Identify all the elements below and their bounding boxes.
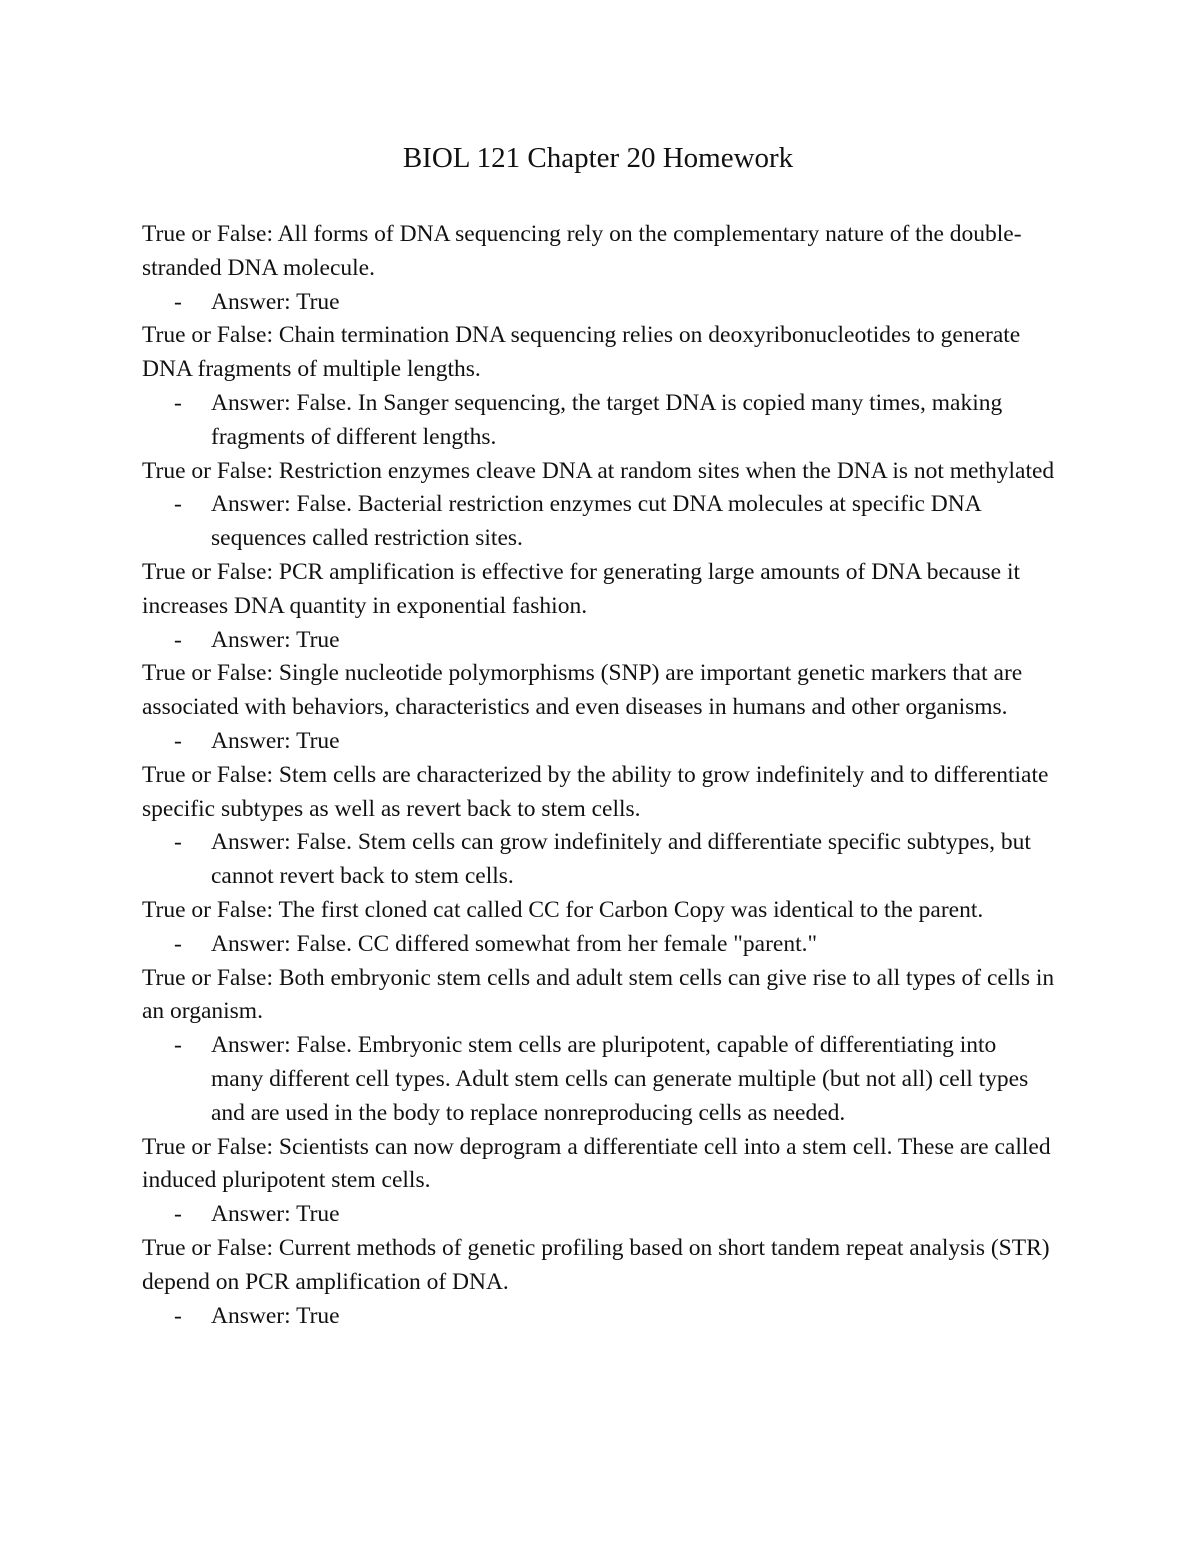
answer-3 xyxy=(142,488,1072,556)
bullet-dash: - xyxy=(174,1201,182,1228)
answer-text: Answer: False. Bacterial restriction enzymes cut DNA molecules at specific DNA sequences called restriction sites. xyxy=(211,491,981,552)
question-3: True or False: Restriction enzymes cleave DNA at random sites when the DNA is not methylated xyxy=(142,457,1055,484)
answer-10 xyxy=(142,1300,1072,1334)
bullet-dash: - xyxy=(174,1032,182,1059)
question-7: True or False: The first cloned cat called CC for Carbon Copy was identical to the parent. xyxy=(142,896,984,923)
answer-text: Answer: False. In Sanger sequencing, the target DNA is copied many times, making fragments of different lengths. xyxy=(211,389,1003,450)
question-6: True or False: Stem cells are characterized by the ability to grow indefinitely and to differentiate specific subtypes as well as revert back to stem cells. xyxy=(142,761,1049,822)
bullet-dash: - xyxy=(174,491,182,518)
answer-text: Answer: False. Stem cells can grow indefinitely and differentiate specific subtypes, but cannot revert back to stem cells. xyxy=(211,829,1031,890)
question-8: True or False: Both embryonic stem cells and adult stem cells can give rise to all types of cells in an organism. xyxy=(142,964,1055,1025)
question-1: True or False: All forms of DNA sequencing rely on the complementary nature of the double- stranded DNA molecule. xyxy=(142,221,1022,281)
question-10: True or False: Current methods of genetic profiling based on short tandem repeat analysis (STR) depend on PCR amplification of DNA. xyxy=(142,1234,1050,1295)
question-2: True or False: Chain termination DNA sequencing relies on deoxyribonucleotides to generate DNA fragments of multiple lengths. xyxy=(142,322,1021,383)
question-list xyxy=(142,218,1072,1333)
answer-text: Answer: False. CC differed somewhat from her female "parent." xyxy=(211,930,818,957)
answer-text: Answer: True xyxy=(211,1302,340,1329)
bullet-dash: - xyxy=(174,1302,182,1329)
question-9: True or False: Scientists can now deprogram a differentiate cell into a stem cell. These are called induced pluripotent stem cells. xyxy=(142,1133,1051,1194)
answer-6 xyxy=(142,826,1072,894)
answer-7 xyxy=(142,928,1072,962)
answer-5 xyxy=(142,725,1072,759)
answer-4 xyxy=(142,624,1072,658)
question-4: True or False: PCR amplification is effective for generating large amounts of DNA because it increases DNA quantity in exponential fashion. xyxy=(142,558,1021,619)
bullet-dash: - xyxy=(174,829,182,856)
answer-text: Answer: True xyxy=(211,626,340,653)
bullet-dash: - xyxy=(174,626,182,653)
answer-text: Answer: False. Embryonic stem cells are pluripotent, capable of differentiating into many different cell types. Adult stem cells can generate multiple (but not all) cell types and are used in the body to replace nonreproducing cells as needed. xyxy=(211,1032,1029,1126)
answer-2 xyxy=(142,387,1072,455)
bullet-dash: - xyxy=(174,389,182,416)
question-5: True or False: Single nucleotide polymorphisms (SNP) are important genetic markers that are associated with behaviors, characteristics and even diseases in humans and other organisms. xyxy=(142,660,1023,721)
page-title: BIOL 121 Chapter 20 Homework xyxy=(402,142,794,174)
answer-8 xyxy=(142,1029,1072,1130)
bullet-dash: - xyxy=(174,727,182,754)
bullet-dash: - xyxy=(174,930,182,957)
answer-1 xyxy=(142,286,1072,320)
answer-9 xyxy=(142,1198,1072,1232)
bullet-dash: - xyxy=(174,288,182,315)
answer-text: Answer: True xyxy=(211,727,340,754)
answer-text: Answer: True xyxy=(211,1201,340,1228)
answer-text: Answer: True xyxy=(211,288,340,315)
